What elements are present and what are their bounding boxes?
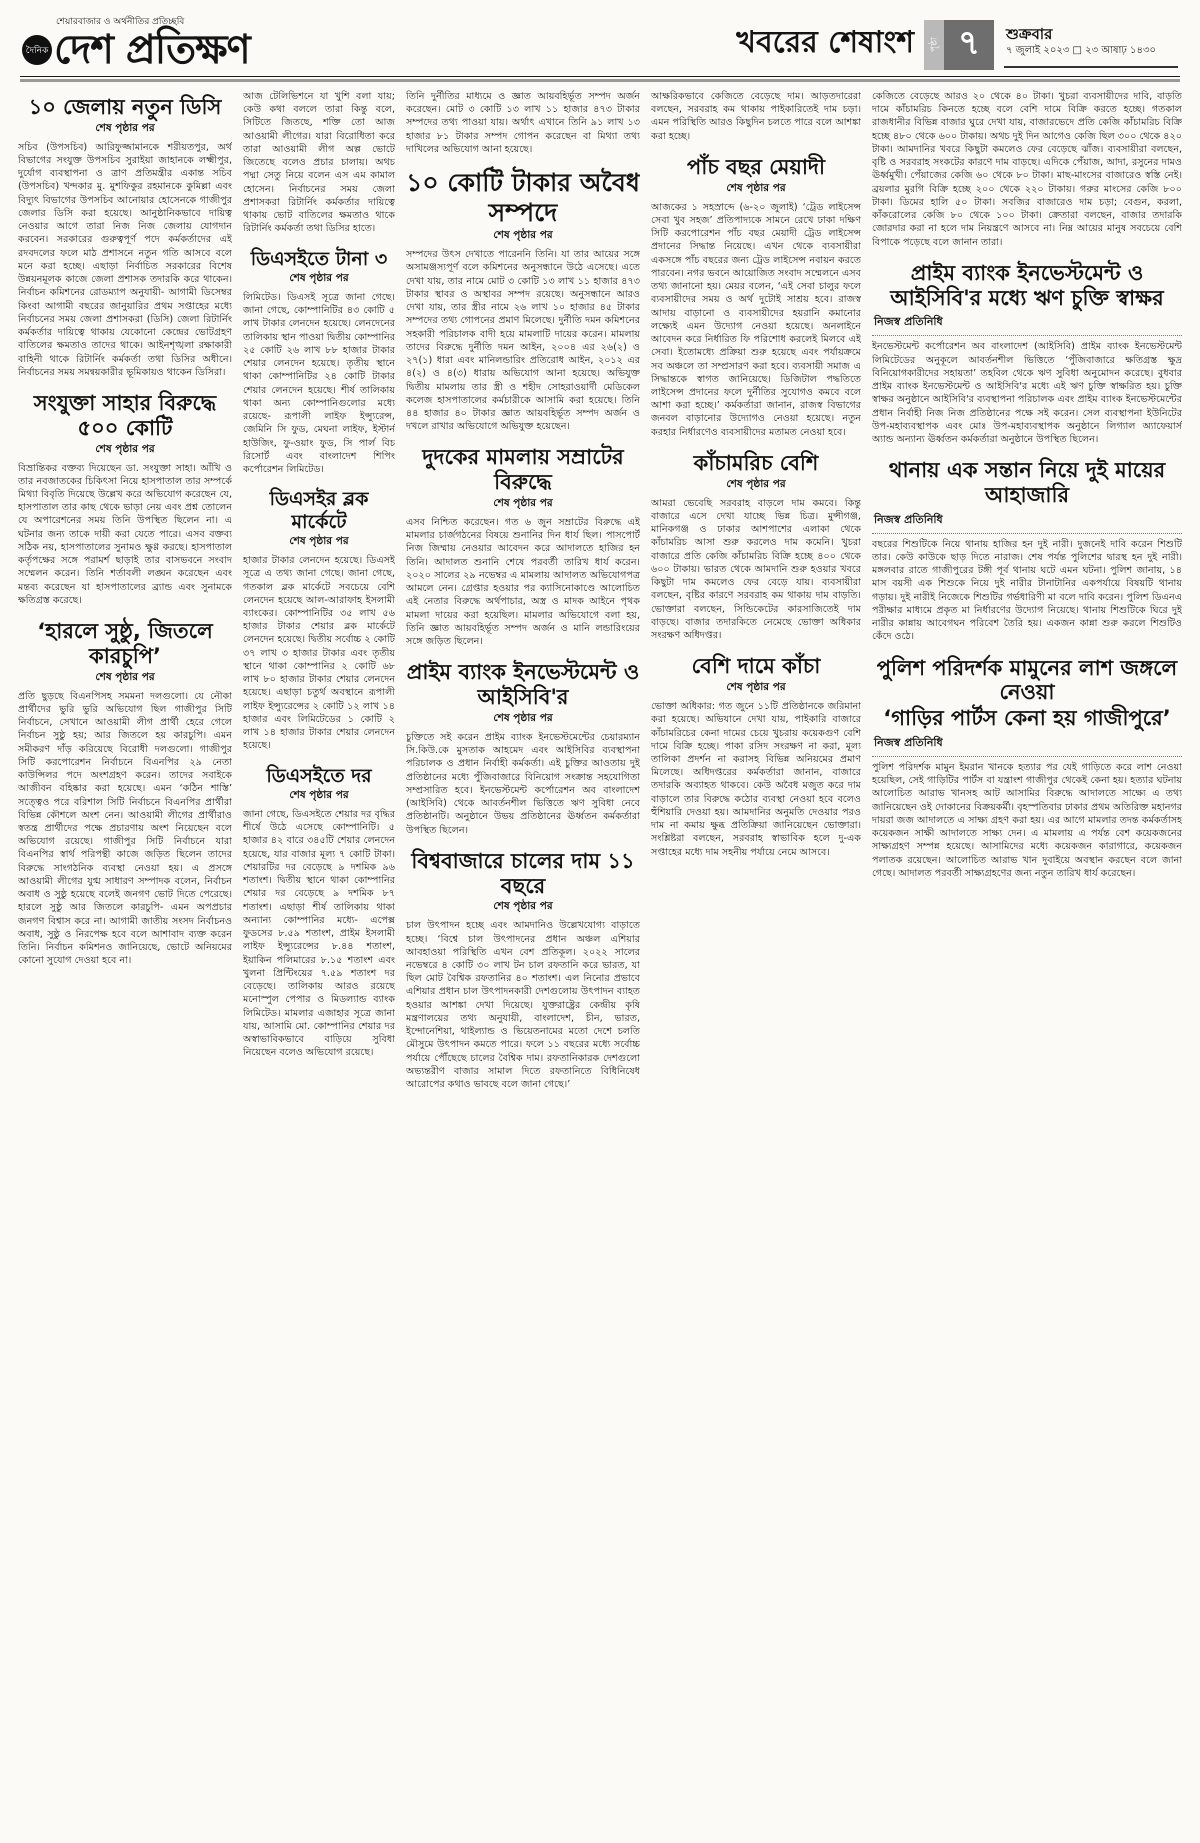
article <box>406 163 640 433</box>
page-number-box <box>924 20 994 70</box>
continued-from-label: শেষ পৃষ্ঠার পর <box>95 442 155 455</box>
article-headline: ‘হারলে সুষ্ঠু, জিতলে কারচুপি’ <box>37 619 213 668</box>
page-label: পৃষ্ঠা <box>924 20 944 70</box>
section-title: খবরের শেষাংশ <box>736 25 914 60</box>
article-headline-line2: ‘গাড়ির পার্টস কেনা হয় গাজীপুরে’ <box>883 706 1171 731</box>
article-headline: পুলিশ পরিদর্শক মামুনের লাশ জঙ্গলে নেওয়া <box>876 655 1178 705</box>
column-4 <box>651 90 861 1814</box>
byline: নিজস্ব প্রতিনিধি <box>874 315 943 329</box>
article-headline: বেশি দামে কাঁচা <box>691 654 821 679</box>
article <box>406 655 640 836</box>
page-header <box>18 14 1182 76</box>
continued-from-label: শেষ পৃষ্ঠার পর <box>493 711 553 724</box>
article-headline: কাঁচামরিচ বেশি <box>693 450 819 475</box>
article <box>406 440 640 648</box>
article-continuation <box>872 90 1182 249</box>
article-body: তিনি দুর্নীতির মাধ্যমে ও জ্ঞাত আয়বহির্ভূত সম্পদ অর্জন করেছেন। মোট ৩ কোটি ১৩ লাখ ১১ হাজার ৪৭৩ টাকার সম্পদের তথ্য পাওয়া যায়। অর্থাৎ এখানে তিনি ৯১ লাখ ১৩ হাজার ৮১ টাকার সম্পদ গোপন করেছেন বা মিথ্যা তথ্য দাখিলের অভিযোগ আনা হয়েছে। <box>406 91 640 155</box>
article-continuation <box>406 90 640 156</box>
article <box>243 760 395 1807</box>
article-headline: সংযুক্তা সাহার বিরুদ্ধে ৫০০ কোটি <box>33 390 217 440</box>
continued-from-label: শেষ পৃষ্ঠার পর <box>95 670 155 683</box>
article <box>872 256 1182 446</box>
newspaper-title: দেশ প্রতিক্ষণ <box>54 27 250 73</box>
article <box>243 483 395 752</box>
article-columns <box>18 90 1182 1814</box>
article-body: হাজার টাকার লেনদেন হয়েছে। ডিএসই সূত্রে এ তথ্য জানা গেছে। জানা গেছে, গতকাল ব্লক মার্কেটে সবচেয়ে বেশি লেনদেন হয়েছে আল-আরাফাহ ইসলামী ব্যাংকের। কোম্পানিটির ৩৫ লাখ ৫৬ হাজার টাকার শেয়ার ব্লক মার্কেটে লেনদেন হয়েছে। দ্বিতীয় সর্বোচ্চ ২ কোটি ৩৭ লাখ ৩ হাজার টাকার এবং তৃতীয় স্থানে থাকা কোম্পানির ২ কোটি ৬৮ লাখ ৮০ হাজার টাকার শেয়ার লেনদেন হয়েছে। এছাড়া চতুর্থ অবস্থানে রূপালী লাইফ ইন্স্যুরেন্সের ২ কোটি ১২ লাখ ১৪ হাজার এবং লিমিটেডের ১ কোটি ২ লাখ ১৪ হাজার টাকার শেয়ার লেনদেন হয়েছে। <box>243 555 395 752</box>
continued-from-label: শেষ পৃষ্ঠার পর <box>726 477 786 490</box>
article-body: জানা গেছে, ডিএসইতে শেয়ার দর বৃদ্ধির শীর্ষে উঠে এসেছে কোম্পানিটি। ৫ হাজার ৪২ বারে ৩৪৫টি শেয়ার লেনদেন হয়েছে, যার বাজার মূল্য ৭ কোটি টাকা। শেয়ারটির দর বেড়েছে ৯ দশমিক ৯৬ শতাংশ। দ্বিতীয় স্থানে থাকা কোম্পানির শেয়ার দর বেড়েছে ৯ দশমিক ৮৭ শতাংশ। এছাড়া শীর্ষ তালিকায় থাকা অন্যান্য কোম্পানির মধ্যে- এপেক্স ফুডসের ৮.৫৯ শতাংশ, প্রাইম ইসলামী লাইফ ইন্স্যুরেন্সের ৮.৪৪ শতাংশ, ইয়াকিন পলিমারের ৮.১৫ শতাংশ এবং খুলনা প্রিন্টিংয়ের ৭.৫৯ শতাংশ দর বেড়েছে। তালিকায় আরও রয়েছে মনোস্পুল পেপার ও মিডল্যান্ড ব্যাংক লিমিটেড। মামলার এজাহার সূত্রে জানা যায়, আসামি মো. কোম্পানির শেয়ার দর অস্বাভাবিকভাবে বাড়িয়ে সুবিধা নিয়েছেন বলেও অভিযোগ রয়েছে। <box>243 809 395 1059</box>
article-headline: ডিএসইর ব্লক মার্কেটে <box>269 488 369 533</box>
article-headline: ডিএসইতে টানা ৩ <box>250 247 388 270</box>
continued-from-label: শেষ পৃষ্ঠার পর <box>493 900 553 913</box>
continued-from-label: শেষ পৃষ্ঠার পর <box>726 181 786 194</box>
byline: নিজস্ব প্রতিনিধি <box>874 512 943 526</box>
article-headline: পাঁচ বছর মেয়াদী <box>687 154 825 179</box>
article-body: লিমিটেড। ডিএসই সূত্রে জানা গেছে। জানা গেছে, কোম্পানিটির ৪৩ কোটি ৫ লাখ টাকার লেনদেন হয়েছে। লেনদেনের তালিকায় স্থান পাওয়া দ্বিতীয় কোম্পানির ২৫ কোটি ২৬ লাখ ৮৮ হাজার টাকার শেয়ার লেনদেন হয়েছে। তৃতীয় স্থানে থাকা কোম্পানিটির ২৪ কোটি টাকার শেয়ার লেনদেন হয়েছে। শীর্ষ তালিকায় থাকা অন্য কোম্পানিগুলোর মধ্যে রয়েছে- রূপালী লাইফ ইন্স্যুরেন্স, জেমিনি সি ফুড, মেঘনা লাইফ, ইস্টার্ন হাউজিং, ফু-ওয়াং ফুড, সি পার্ল বিচ রিসোর্ট এবং বাংলাদেশ শিপিং কর্পোরেশন লিমিটেড। <box>243 291 395 476</box>
article-body: চাল উৎপাদন হচ্ছে এবং আমদানিও উল্লেখযোগ্য বাড়াতে হচ্ছে। ‘বিশ্বে চাল উৎপাদনের প্রধান অঞ্চল এশিয়ার আবহাওয়া পরিস্থিতি এখন বেশ প্রতিকূল। ২০২২ সালের নভেম্বরে ৪ কোটি ৩০ লাখ টন চাল রফতানি করে ভারত, যা ছিল মোট বৈশ্বিক রফতানির ৪০ শতাংশ। এল নিনোর প্রভাবে এশিয়ার প্রধান চাল উৎপাদনকারী দেশগুলোয় উৎপাদন ব্যাহত হওয়ার আশঙ্কা দেখা দিয়েছে। যুক্তরাষ্ট্রের কেন্দ্রীয় কৃষি মন্ত্রণালয়ের তথ্য অনুযায়ী, বাংলাদেশ, চীন, ভারত, ইন্দোনেশিয়া, থাইল্যান্ড ও ভিয়েতনামের মতো দেশে চলতি মৌসুমে উৎপাদন কমতে পারে। ফলে ১১ বছরের মধ্যে সর্বোচ্চ পর্যায়ে পৌঁছেছে চালের বৈশ্বিক দাম। রফতানিকারক দেশগুলো অভ্যন্তরীণ বাজার সামাল দিতে রফতানিতে বিধিনিষেধ আরোপের কথাও ভাবছে বলে জানা গেছে।’ <box>406 920 640 1091</box>
newspaper-logo-icon: দৈনিক <box>22 35 52 65</box>
page-number: ৭ <box>944 20 994 70</box>
article-body: আজ টেলিভিশনে যা খুশি বলা যায়; কেউ কথা বললে তারা কিন্তু বলে, সিটিতে জিতছে, শক্তি তো আজ আওয়ামী লীগের। যারা বিরোধিতা করে তারা আওয়ামী লীগ অল্প ভোটে জিতেছে বলেও প্রচার চালায়। অথচ পদ্মা সেতু নিয়ে বলেন এস এম কামাল হোসেন। নির্বাচনের সময় জেলা প্রশাসকরা রিটার্নিং কর্মকর্তার দায়িত্বে থাকায় ভোট বাতিলের ক্ষমতাও থাকে রিটার্নিং কর্মকর্তা তথা ডিসির হাতে। <box>243 91 395 235</box>
column-5 <box>872 90 1182 1814</box>
masthead-tagline: শেয়ারবাজার ও অর্থনীতির প্রতিচ্ছবি <box>56 17 185 27</box>
article-continuation <box>651 90 861 143</box>
byline-divider <box>872 755 1182 757</box>
article-body: ইনভেস্টমেন্ট কর্পোরেশন অব বাংলাদেশ (আইসিবি) প্রাইম ব্যাংক ইনভেস্টমেন্ট লিমিটেডের অনুকূলে আবর্তনশীল ভিত্তিতে ‘পুঁজিবাজারে ক্ষতিগ্রস্ত ক্ষুদ্র বিনিয়োগকারীদের সহায়তা’ তহবিল থেকে ঋণ সুবিধা অনুমোদন করেছে। বুধবার প্রাইম ব্যাংক ইনভেস্টমেন্ট ও আইসিবি'র মধ্যে এই ঋণ চুক্তি স্বাক্ষরিত হয়। চুক্তি স্বাক্ষর অনুষ্ঠানে আইসিবি'র ব্যবস্থাপনা পরিচালক এবং প্রাইম ব্যাংক ইনভেস্টমেন্টের প্রধান নির্বাহী নিজ নিজ প্রতিষ্ঠানের পক্ষে সই করেন। সেল ব্যবস্থাপনা ইউনিটের উপ-মহাব্যবস্থাপক এবং মোঃ উপ-মহাব্যবস্থাপক অনুষ্ঠানে লিগ্যাল অ্যাফেয়ার্স অ্যান্ড অন্যান্য ঊর্ধ্বতন কর্মকর্তারা অনুষ্ঠানে উপস্থিত ছিলেন। <box>872 341 1182 445</box>
article-body: এসব নিশ্চিত করেছেন। গত ৬ জুন সম্রাটের বিরুদ্ধে এই মামলার চার্জগঠনের বিষয়ে শুনানির দিন ধার্য ছিল। পাসপোর্ট নিজ জিম্মায় নেওয়ার আবেদন করে আদালতে হাজির হন তিনি। আদালত শুনানি শেষে পরবর্তী তারিখ ধার্য করেন। ২০২০ সালের ২৯ নভেম্বর এ মামলায় আদালত অভিযোগপত্র আমলে নেন। গ্রেপ্তার হওয়ার পর ক্যাসিনোকাণ্ডে আলোচিত এই নেতার বিরুদ্ধে অর্থপাচার, অস্ত্র ও মাদক আইনে পৃথক মামলা দায়ের করা হয়েছিল। মামলার অভিযোগে বলা হয়, তিনি জ্ঞাত আয়বহির্ভূত সম্পদ অর্জন ও মানি লন্ডারিংয়ের সঙ্গে জড়িত ছিলেন। <box>406 516 640 648</box>
continued-from-label: শেষ পৃষ্ঠার পর <box>726 681 786 694</box>
article-body: বিভ্রান্তিকর বক্তব্য দিয়েছেন ডা. সংযুক্তা সাহা। আঁখি ও তার নবজাতকের চিকিৎসা নিয়ে হাসপাতাল তার সম্পর্কে মিথ্যা বিবৃতি দিয়েছে উল্লেখ করে অভিযোগ করেছেন যে, হাসপাতাল তার কাছ থেকে ভাড়া নেয় এবং প্রশ্ন তোলেন যে অপারেশনের সময় তিনি উপস্থিত ছিলেন না। এ ঘটনার জন্য তাকে দায়ী করা যেতে পারে। এসব বক্তব্য সঠিক নয়, হাসপাতালের সুনামও ক্ষুণ্ণ করছে। হাসপাতাল কর্তৃপক্ষের সঙ্গে পরামর্শ ছাড়াই তার বাসভবনে সংবাদ সম্মেলন করেন। তিনি শর্তাবলী লঙ্ঘন করেছেন এবং মন্তব্য করেছেন যা হাসপাতালের ব্র্যান্ড এবং সুনামকে ক্ষতিগ্রস্ত করেছে। <box>18 462 232 606</box>
continued-from-label: শেষ পৃষ্ঠার পর <box>95 121 155 134</box>
article <box>18 386 232 607</box>
article-continuation <box>243 90 395 236</box>
article-body: আজকের ১ সহস্রাব্দে (৬-২০ জুলাই) ‘ট্রেড লাইসেন্স সেবা খুব সহজ’ প্রতিপাদ্যকে সামনে রেখে ঢাকা দক্ষিণ সিটি করপোরেশন পাঁচ বছর মেয়াদী ট্রেড লাইসেন্স প্রদানের সিদ্ধান্ত নিয়েছে। এখন থেকে ব্যবসায়ীরা একসঙ্গে পাঁচ বছরের জন্য ট্রেড লাইসেন্স নবায়ন করতে পারবেন। নগর ভবনে আয়োজিত সংবাদ সম্মেলনে এসব তথ্য জানানো হয়। মেয়র বলেন, ‘এই সেবা চালুর ফলে ব্যবসায়ীদের সময় ও অর্থ দুটোই সাশ্রয় হবে। রাজস্ব আদায় বাড়ানো ও ব্যবসায়ীদের হয়রানি কমানোর লক্ষ্যেই এমন উদ্যোগ নেওয়া হয়েছে। অনলাইনে আবেদন করে নির্ধারিত ফি পরিশোধ করলেই মিলবে এই সেবা। ইতোমধ্যে প্রক্রিয়া শুরু হয়েছে এবং পর্যায়ক্রমে সব অঞ্চলে তা সম্প্রসারণ করা হবে। ব্যবসায়ী সমাজ এ সিদ্ধান্তকে স্বাগত জানিয়েছে। ডিজিটাল পদ্ধতিতে লাইসেন্স প্রদানের ফলে দুর্নীতির সুযোগও কমবে বলে আশা করা হচ্ছে।’ কর্মকর্তারা জানান, রাজস্ব বিভাগের জনবল বাড়ানোর উদ্যোগও নেওয়া হয়েছে। নতুন করহার নির্ধারণেও ব্যবসায়ীদের মতামত নেওয়া হবে। <box>651 201 861 438</box>
continued-from-label: শেষ পৃষ্ঠার পর <box>289 535 349 548</box>
article <box>243 243 395 477</box>
header-rule-thick <box>20 79 1180 82</box>
article <box>872 453 1182 643</box>
article <box>18 614 232 1807</box>
column-2 <box>243 90 395 1814</box>
article-headline: থানায় এক সন্তান নিয়ে দুই মায়ের আহাজারি <box>888 458 1166 507</box>
weekday: শুক্রবার <box>1006 24 1053 43</box>
newspaper-page <box>18 0 1182 1829</box>
article-headline: প্রাইম ব্যাংক ইনভেস্টমেন্ট ও আইসিবি'র মধ্যে ঋণ চুক্তি স্বাক্ষর <box>890 260 1164 310</box>
date-box <box>1004 23 1178 68</box>
byline-divider <box>872 532 1182 534</box>
article <box>406 844 640 1807</box>
article-body: ভোক্তা অধিকার: গত জুনে ১১টি প্রতিষ্ঠানকে জরিমানা করা হয়েছে। অভিযানে দেখা যায়, পাইকারি বাজারে কাঁচামরিচের কেনা দামের চেয়ে খুচরায় কয়েকগুণ বেশি দামে বিক্রি হচ্ছে। পাকা রসিদ সংরক্ষণ না করা, মূল্য তালিকা প্রদর্শন না করাসহ বিভিন্ন অনিয়মের প্রমাণ মিলেছে। অধিদপ্তরের কর্মকর্তারা জানান, বাজারে তদারকি অব্যাহত থাকবে। কেউ অবৈধ মজুত করে দাম বাড়ালে তার বিরুদ্ধে কঠোর ব্যবস্থা নেওয়া হবে বলেও হুঁশিয়ারি দেওয়া হয়। আমদানির অনুমতি দেওয়ার পরও দাম না কমায় ক্ষুব্ধ প্রতিক্রিয়া জানিয়েছেন ভোক্তারা। সংশ্লিষ্টরা বলছেন, সরবরাহ স্বাভাবিক হলে দু-এক সপ্তাহের মধ্যে দাম সহনীয় পর্যায়ে নেমে আসবে। <box>651 701 861 858</box>
article-headline: ১০ জেলায় নতুন ডিসি <box>28 95 222 119</box>
article-body: পুলিশ পরিদর্শক মামুন ইমরান খানকে হত্যার পর যেই গাড়িতে করে লাশ নেওয়া হয়েছিল, সেই গাড়িটির পার্টস বা যন্ত্রাংশ গাজীপুর থেকেই কেনা হয়। হত্যার ঘটনায় আলোচিত আরাভ খানসহ আট আসামির বিরুদ্ধে আদালতে সাক্ষ্যে এ তথ্য জানিয়েছেন ওই দোকানের বিক্রয়কর্মী। বৃহস্পতিবার ঢাকার প্রথম অতিরিক্ত মহানগর দায়রা জজ আদালতে এ সাক্ষ্য গ্রহণ করা হয়। এর আগে মামলার তদন্ত কর্মকর্তাসহ কয়েকজন সাক্ষী আদালতে সাক্ষ্য দেন। এ মামলায় এ পর্যন্ত বেশ কয়েকজনের সাক্ষ্যগ্রহণ সম্পন্ন হয়েছে। আসামিদের মধ্যে কয়েকজন কারাগারে, কয়েকজন পলাতক রয়েছেন। আলোচিত আরাভ খান দুবাইয়ে অবস্থান করছেন বলে জানা গেছে। আদালত পরবর্তী সাক্ষ্যগ্রহণের জন্য নতুন তারিখ ধার্য করেছেন। <box>872 761 1182 879</box>
article <box>651 649 861 1807</box>
article <box>18 90 232 379</box>
continued-from-label: শেষ পৃষ্ঠার পর <box>289 271 349 284</box>
article-headline: বিশ্ববাজারে চালের দাম ১১ বছরে <box>411 848 635 898</box>
continued-from-label: শেষ পৃষ্ঠার পর <box>493 229 553 242</box>
article-body: প্রতি ছুড়ছে বিএনপিসহ সমমনা দলগুলো। যে নৌকা প্রার্থীদের ভুরি ভুরি অভিযোগ ছিল গাজীপুর সিটি নির্বাচনে, সেখানে আওয়ামী লীগ প্রার্থী হেরে গেলে নির্বাচন সুষ্ঠু হয়; আর জিতলে হয় কারচুপি। এমন সমীকরণ দাঁড় করিয়েছে বিরোধী দলগুলো। গাজীপুর সিটি করপোরেশন নির্বাচনে বিএনপির ২৯ নেতা কাউন্সিলর পদে অংশগ্রহণ করেন। তাদের সবাইকে আজীবন বহিষ্কার করা হয়েছে। এমন ‘কঠিন শাস্তি’ সত্ত্বেও পরে বরিশাল সিটি নির্বাচনে বিএনপির প্রার্থীরা বিভিন্ন কৌশলে অংশ নেন। আওয়ামী লীগের প্রার্থীরাও স্বতন্ত্র প্রার্থীদের পক্ষে প্রচারণায় অংশ নিয়েছেন বলে অভিযোগ রয়েছে। গাজীপুর সিটি নির্বাচনে যারা বিএনপির স্বার্থ পরিপন্থী কাজে জড়িত ছিলেন তাদের বিরুদ্ধে সাংগঠনিক ব্যবস্থা নেওয়া হয়। এ প্রসঙ্গে আওয়ামী লীগের যুগ্ম সাধারণ সম্পাদক বলেন, নির্বাচন অবাধ ও সুষ্ঠু হয়েছে বলেই জনগণ ভোট দিতে পেরেছে। হারলে সুষ্ঠু আর জিতলে কারচুপি- এমন অপপ্রচার জনগণ বিশ্বাস করে না। আগামী জাতীয় সংসদ নির্বাচনও অবাধ, সুষ্ঠু ও নিরপেক্ষ হবে বলে আশাবাদ ব্যক্ত করেন তিনি। নির্বাচন কমিশনও জানিয়েছে, ভোটে অনিয়মের কোনো সুযোগ দেওয়া হবে না। <box>18 690 232 967</box>
article-body: চুক্তিতে সই করেন প্রাইম ব্যাংক ইনভেস্টমেন্টের চেয়ারম্যান সি.কিউ.কে মুসতাক আহমেদ এবং আইসিবির ব্যবস্থাপনা পরিচালক ও প্রধান নির্বাহী কর্মকর্তা। এই চুক্তির আওতায় দুই প্রতিষ্ঠানের মধ্যে পুঁজিবাজারে বিনিয়োগ সংক্রান্ত সহযোগিতা সম্প্রসারিত হবে। ইনভেস্টমেন্ট কর্পোরেশন অব বাংলাদেশ (আইসিবি) থেকে আবর্তনশীল ভিত্তিতে ঋণ সুবিধা নেবে প্রতিষ্ঠানটি। অনুষ্ঠানে উভয় প্রতিষ্ঠানের ঊর্ধ্বতন কর্মকর্তারা উপস্থিত ছিলেন। <box>406 731 640 836</box>
article-headline: দুদকের মামলায় সম্রাটের বিরুদ্ধে <box>422 445 624 495</box>
article-headline: ১০ কোটি টাকার অবৈধ সম্পদে <box>406 168 640 227</box>
header-rule <box>20 76 1180 77</box>
article-body: আক্ষরিকভাবে কেজিতে বেড়েছে দাম। আড়তদারেরা বলছেন, সরবরাহ কম থাকায় পাইকারিতেই দাম চড়া। এমন পরিস্থিতি আরও কিছুদিন চলতে পারে বলে আশঙ্কা করা হচ্ছে। <box>651 91 861 142</box>
dateline: ৭ জুলাই ২০২৩ □ ২৩ আষাঢ় ১৪৩০ <box>1006 44 1157 56</box>
byline: নিজস্ব প্রতিনিধি <box>874 735 943 749</box>
article-body: বছরের শিশুটিকে নিয়ে থানায় হাজির হন দুই নারী। দুজনেই দাবি করেন শিশুটি তার। কেউ কাউকে ছাড় দিতে নারাজ। শেষ পর্যন্ত পুলিশের দ্বারস্থ হন দুই নারী। মঙ্গলবার রাতে গাজীপুরের টঙ্গী পূর্ব থানায় ঘটে এমন ঘটনা। পুলিশ জানায়, ১৪ মাস বয়সী এক শিশুকে নিয়ে দুই নারীর টানাটানির একপর্যায়ে বিষয়টি থানায় গড়ায়। দুই নারীই নিজেকে শিশুটির গর্ভধারিণী মা বলে দাবি করেন। পুলিশ ডিএনএ পরীক্ষার মাধ্যমে প্রকৃত মা নির্ধারণের উদ্যোগ নিয়েছে। থানায় শিশুটিকে ঘিরে দুই নারীর কান্নায় আবেগঘন পরিবেশ তৈরি হয়। একজন কান্না শুরু করলে শিশুটিও কেঁদে ওঠে। <box>872 538 1182 643</box>
article-body: সচিব (উপসচিব) আরিফুজ্জামানকে শরীয়তপুর, অর্থ বিভাগের সংযুক্ত উপসচিব সুরাইয়া জাহানকে লক্ষ্মীপুর, দুর্যোগ ব্যবস্থাপনা ও ত্রাণ প্রতিমন্ত্রীর একান্ত সচিব (উপসচিব) খন্দকার মু. মুশফিকুর রহমানকে কুমিল্লা এবং বিদ্যুৎ বিভাগের উপসচিব আনোয়ার হোসেনকে গাজীপুর জেলার ডিসি করা হয়েছে। আনুষ্ঠানিকভাবে দায়িত্ব নেওয়ার আগে তারা নিজ নিজ জেলায় যোগদান করবেন। সরকারের গুরুত্বপূর্ণ পদে কর্মকর্তাদের এই রদবদলের ফলে মাঠ প্রশাসনে নতুন গতি আসবে বলে মনে করা হচ্ছে। এছাড়া নির্বাচিত সরকারের বিশেষ উন্নয়নমূলক কাজে জেলা প্রশাসক তদারকি করে থাকেন। নির্বাচন কমিশনের রোডম্যাপ অনুযায়ী- আগামী ডিসেম্বর কিংবা আগামী বছরের জানুয়ারির প্রথম সপ্তাহের মধ্যে নির্বাচনের সময় জেলা প্রশাসকরা (ডিসি) জেলা রিটার্নিং কর্মকর্তার দায়িত্বে থাকায় যেকোনো কেন্দ্রের ভোটগ্রহণ বাতিলের ক্ষমতাও তাদের থাকে। আইনশৃঙ্খলা রক্ষাকারী বাহিনী থাকে রিটার্নিং কর্মকর্তা তথা ডিসির অধীনে। নির্বাচনের সময় সমন্বয়কারীর ভূমিকায়ও থাকেন ডিসিরা। <box>18 141 232 378</box>
continued-from-label: শেষ পৃষ্ঠার পর <box>289 789 349 801</box>
article-body: সম্পদের উৎস দেখাতে পারেননি তিনি। যা তার আয়ের সঙ্গে অসামঞ্জস্যপূর্ণ বলে কমিশনের অনুসন্ধানে উঠে এসেছে। এতে দেখা যায়, তার নামে মোট ৩ কোটি ১৩ লাখ ১১ হাজার ৪৭৩ টাকার স্থাবর ও অস্থাবর সম্পদ রয়েছে। অনুসন্ধানে আরও দেখা যায়, তার স্ত্রীর নামে ২৬ লাখ ১০ হাজার ৪৫ টাকার সম্পদের তথ্য গোপনের প্রমাণ মিলেছে। দুর্নীতি দমন কমিশনের সহকারী পরিচালক বাদী হয়ে মামলাটি দায়ের করেন। মামলায় তাদের বিরুদ্ধে দুর্নীতি দমন আইন, ২০০৪ এর ২৬(২) ও ২৭(১) ধারা এবং মানিলন্ডারিং প্রতিরোধ আইন, ২০১২ এর ৪(২) ও ৪(৩) ধারায় অভিযোগ আনা হয়েছে। অভিযুক্ত দ্বিতীয় মামলায় তার স্ত্রী ও শহীদ সোহরাওয়ার্দী মেডিকেল কলেজ হাসপাতালের কর্মচারীকে আসামি করা হয়েছে। তিনি ৪৪ হাজার ৪০ টাকার জ্ঞাত আয়বহির্ভূত সম্পদ অর্জন ও দখলে রাখার অভিযোগে অভিযুক্ত হয়েছেন। <box>406 249 640 433</box>
article-body: আমরা ভেবেছি সরবরাহ বাড়লে দাম কমবে। কিন্তু বাজারে এসে দেখা যাচ্ছে ভিন্ন চিত্র। মুন্সীগঞ্জ, মানিকগঞ্জ ও ঢাকার আশপাশের এলাকা থেকে কাঁচামরিচ আসা শুরু করলেও দাম কমেনি। খুচরা বাজারে প্রতি কেজি কাঁচামরিচ বিক্রি হচ্ছে ৪০০ থেকে ৬০০ টাকায়। ভারত থেকে আমদানি শুরু হওয়ার খবরে কিছুটা দাম কমলেও ফের বেড়ে যায়। ব্যবসায়ীরা বলছেন, বৃষ্টির কারণে সরবরাহ কম থাকায় দাম বাড়তি। ভোক্তারা বলছেন, সিন্ডিকেটের কারসাজিতেই দাম বাড়ছে। বাজার তদারকিতে নেমেছে ভোক্তা অধিকার সংরক্ষণ অধিদপ্তর। <box>651 497 861 642</box>
column-1 <box>18 90 232 1814</box>
article <box>651 446 861 642</box>
article-body: কেজিতে বেড়েছে আরও ২০ থেকে ৪০ টাকা। খুচরা ব্যবসায়ীদের দাবি, বাড়তি দামে কাঁচামরিচ কিনতে হচ্ছে বলে বেশি দামে বিক্রি করতে হচ্ছে। গতকাল রাজধানীর বিভিন্ন বাজার ঘুরে দেখা যায়, বাজারভেদে প্রতি কেজি কাঁচামরিচ বিক্রি হচ্ছে ৪৮০ থেকে ৬০০ টাকায়। অথচ দুই দিন আগেও কেজি ছিল ৩০০ থেকে ৪২০ টাকা। আমদানির খবরে কিছুটা কমলেও ফের বেড়েছে ঝাঁজ। ব্যবসায়ীরা বলছেন, বৃষ্টি ও সরবরাহ সংকটের কারণে দাম বাড়ছে। এদিকে পেঁয়াজ, আদা, রসুনের দামও ঊর্ধ্বমুখী। পেঁয়াজের কেজি ৬০ থেকে ৮০ টাকা। মাছ-মাংসের বাজারেও স্বস্তি নেই। ব্রয়লার মুরগি বিক্রি হচ্ছে ২০০ থেকে ২২০ টাকায়। গরুর মাংসের কেজি ৮০০ টাকা। ডিমের হালি ৫০ টাকা। সবজির বাজারেও দাম চড়া; বেগুন, করলা, কাঁকরোলের কেজি ৮০ থেকে ১০০ টাকা। ক্রেতারা বলছেন, বাজার তদারকি জোরদার করা না হলে দাম নিয়ন্ত্রণে আসবে না। নিম্ন আয়ের মানুষ সবচেয়ে বেশি বিপাকে পড়েছে বলে জানান তারা। <box>872 91 1182 248</box>
article <box>872 651 1182 1807</box>
masthead <box>22 14 250 73</box>
article-headline: প্রাইম ব্যাংক ইনভেস্টমেন্ট ও আইসিবি'র <box>406 660 640 710</box>
article-headline: ডিএসইতে দর <box>266 764 372 787</box>
byline-divider <box>872 334 1182 336</box>
continued-from-label: শেষ পৃষ্ঠার পর <box>493 496 553 509</box>
column-3 <box>406 90 640 1814</box>
article <box>651 150 861 439</box>
